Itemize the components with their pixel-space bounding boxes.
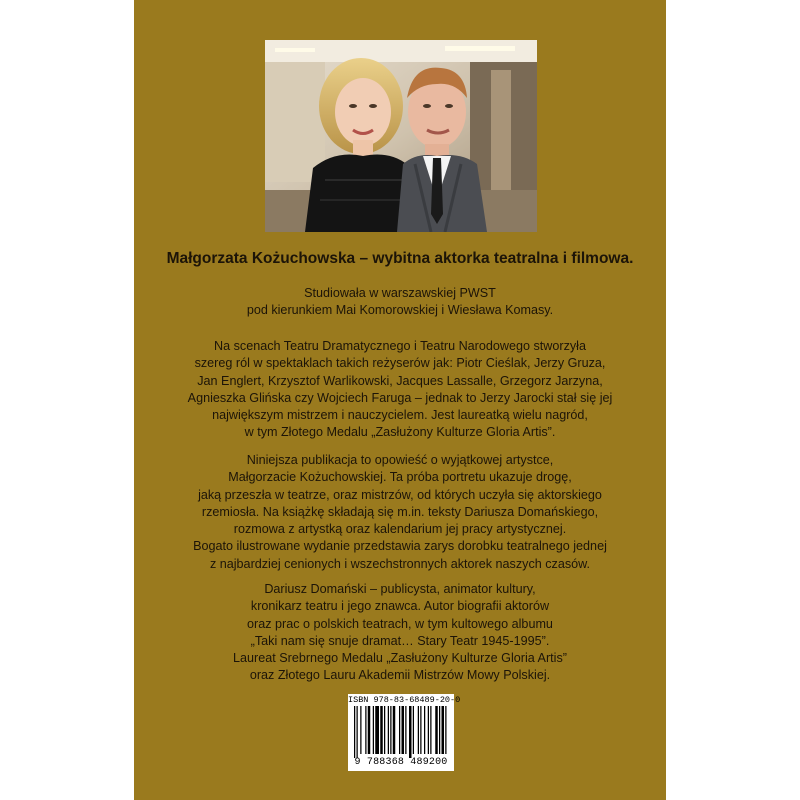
text-line: oraz prac o polskich teatrach, w tym kultowego albumu — [247, 616, 553, 631]
text-line: rzemiosła. Na książkę składają się m.in. teksty Dariusza Domańskiego, — [201, 504, 599, 519]
text-line: Małgorzacie Kożuchowskiej. Ta próba portretu ukazuje drogę, — [228, 470, 572, 485]
text-line: oraz Złotego Lauru Akademii Mistrzów Mowy Polskiej. — [249, 668, 551, 683]
text-line: „Taki nam się snuje dramat… Stary Teatr 1945-1995”. — [250, 633, 550, 648]
text-line: w tym Złotego Medalu „Zasłużony Kulturze Gloria Artis”. — [244, 425, 556, 440]
author-bio-paragraph — [134, 581, 666, 685]
text-line: z najbardziej cenionych i wszechstronnych aktorek naszych czasów. — [209, 556, 591, 571]
text-line: Jan Englert, Krzysztof Warlikowski, Jacques Lassalle, Grzegorz Jarzyna, — [197, 373, 603, 388]
text-line: Bogato ilustrowane wydanie przedstawia zarys dorobku teatralnego jednej — [193, 539, 607, 554]
isbn-label: ISBN 978-83-68489-20-0 — [348, 695, 461, 705]
studies-paragraph — [134, 285, 666, 320]
text-line: rozmowa z artystką oraz kalendarium jej pracy artystycznej. — [233, 522, 567, 537]
text-line: Agnieszka Glińska czy Wojciech Faruga – jednak to Jerzy Jarocki stał się jej — [187, 390, 613, 405]
text-line: jaką przeszła w teatrze, oraz mistrzów, od których uczyła się aktorskiego — [198, 487, 602, 502]
barcode-number: 9 788368 489200 — [354, 757, 448, 768]
text-line: Niniejsza publikacja to opowieść o wyjątkowej artystce, — [246, 453, 554, 467]
text-line: Studiowała w warszawskiej PWST — [304, 286, 496, 300]
career-paragraph — [134, 338, 666, 442]
text-line: Na scenach Teatru Dramatycznego i Teatru Narodowego stworzyła — [214, 339, 586, 353]
text-line: Laureat Srebrnego Medalu „Zasłużony Kulturze Gloria Artis” — [233, 651, 567, 666]
book-headline: Małgorzata Kożuchowska – wybitna aktorka teatralna i filmowa. — [166, 250, 634, 267]
book-back-cover — [134, 0, 666, 800]
barcode-bars — [350, 706, 452, 758]
text-line: szereg ról w spektaklach takich reżyserów jak: Piotr Cieślak, Jerzy Gruza, — [194, 356, 606, 371]
text-line: pod kierunkiem Mai Komorowskiej i Wiesława Komasy. — [246, 303, 554, 318]
text-line: kronikarz teatru i jego znawca. Autor biografii aktorów — [250, 599, 550, 614]
author-photo — [265, 40, 537, 232]
text-line: największym mistrzem i nauczycielem. Jest laureatką wielu nagród, — [212, 408, 588, 423]
isbn-barcode — [348, 694, 461, 771]
text-line: Dariusz Domański – publicysta, animator kultury, — [264, 582, 536, 596]
publication-paragraph — [134, 452, 666, 573]
